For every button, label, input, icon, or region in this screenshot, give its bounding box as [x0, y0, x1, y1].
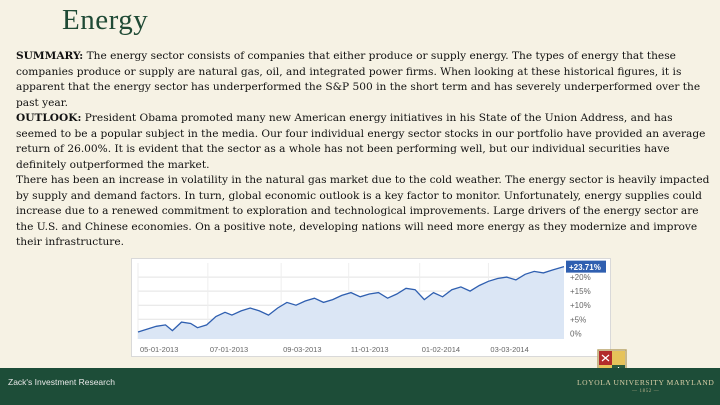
x-tick-label: 07-01-2013: [209, 345, 249, 354]
y-tick-label: 0%: [570, 329, 582, 339]
chart-svg: [132, 259, 610, 356]
volatility-text: There has been an increase in volatility in the natural gas market due to the cold weather. The energy sector is heavily impacted by supply and demand factors. In turn, global economic outlook is a key factor to monitor. Unfortunately, energy supplies could increase due to a renewed commitment to exploration and technological improvements. Large drivers of the energy sector are the U.S. and Chinese economies. On a positive note, developing nations will need more energy as they modernize and improve their infrastructure.: [16, 174, 710, 248]
outlook-label: OUTLOOK:: [16, 112, 82, 124]
institution-name: LOYOLA UNIVERSITY MARYLAND: [577, 378, 715, 387]
institution-established: — 1852 —: [632, 389, 660, 394]
x-tick-label: 11-01-2013: [350, 345, 389, 354]
x-tick-label: 05-01-2013: [140, 345, 179, 354]
summary-paragraph: [16, 49, 710, 111]
y-tick-label: +10%: [570, 301, 591, 311]
outlook-paragraph: [16, 111, 710, 173]
summary-label: SUMMARY:: [16, 50, 84, 62]
current-value-label: +23.71%: [569, 263, 601, 273]
footer-institution: [577, 378, 714, 394]
footer-bar: [0, 368, 720, 405]
performance-chart: [131, 258, 611, 357]
x-tick-label: 09-03-2013: [283, 345, 322, 354]
volatility-paragraph: [16, 173, 710, 251]
slide-title: Energy: [62, 4, 149, 36]
y-tick-label: +5%: [570, 315, 587, 325]
summary-text: The energy sector consists of companies that either produce or supply energy. The types of energy that these companies produce or supply are natural gas, oil, and integrated power firms. When looking at these historical figures, it is apparent that the energy sector has underperformed the S&P 500 in the short term and has severely underperformed over the past year.: [16, 50, 701, 109]
y-tick-label: +20%: [570, 273, 591, 283]
x-tick-label: 03-03-2014: [490, 345, 529, 354]
body-text: [16, 49, 710, 251]
y-tick-label: +15%: [570, 287, 591, 297]
outlook-text: President Obama promoted many new American energy initiatives in his State of the Union Address, and has seemed to be a popular subject in the media. Our four individual energy sector stocks in our portfolio have provided an average return of 26.00%. It is evident that the sector as a whole has not been performing well, but our individual securities have definitely outperformed the market.: [16, 112, 706, 171]
x-tick-label: 01-02-2014: [421, 345, 461, 354]
footer-source: Zack's Investment Research: [8, 377, 115, 387]
